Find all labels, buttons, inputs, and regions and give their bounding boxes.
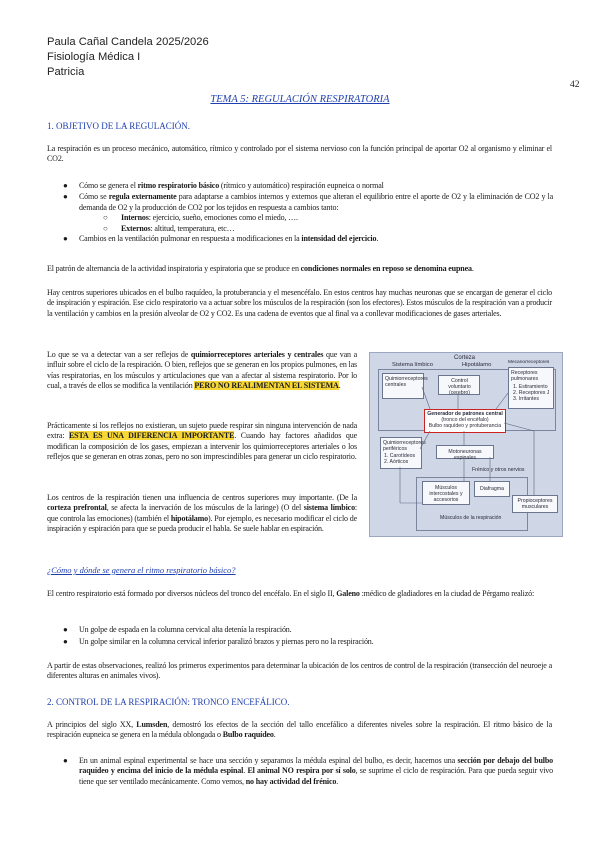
author-line: Paula Cañal Candela 2025/2026	[47, 36, 209, 48]
sublist-item: ○ Internos: ejercicio, sueño, emociones como el miedo, ….	[103, 213, 298, 223]
item-bold: regula externamente	[108, 192, 177, 202]
after-paragraph: A partir de estas observaciones, realizó los primeros experimentos para determinar la ubicación de los centros de control de la respiración (transección del neuroeje a diferentes alturas en animales vivos).	[47, 661, 552, 681]
neurons-paragraph: Hay centros superiores ubicados en el bulbo raquídeo, la protuberancia y el mesencéfalo. En estos centros hay muchas neuronas que se encargan de generar el ciclo de inspiración y espiración. Ese ciclo respiratorio va a actuar sobre los músculos de la respiración (son los efectores). Estos músculos de la respiración van a producir la ventilación y cambios en la presión alveolar de O2 y CO2. Es una cadena de eventos que al final va a conllevar modificaciones de gases arteriales.	[47, 288, 552, 318]
detect-paragraph: Lo que se va a detectar van a ser reflejos de quimiorreceptores arteriales y centrales que van a influir sobre el ciclo de la respiración. O bien, reflejos que se generan en los propios pulmones, en las vías respiratorias, en los músculos y articulaciones que van a afectar al sistema respiratorio. Por lo cual, a través de ellos se modifica la ventilación PERO NO REALIMENTAN EL SISTEMA.	[47, 350, 357, 391]
page-number: 42	[570, 80, 580, 90]
item-text: (rítmico y automático) respiración eupneica o normal	[219, 181, 384, 190]
item-text: Cambios en la ventilación pulmonar en respuesta a modificaciones en la	[79, 234, 302, 244]
label-mecano: Mecanorreceptores	[508, 360, 550, 365]
diagram-arrows	[370, 353, 562, 536]
box-control-voluntario: Control voluntario (cerebro)	[438, 375, 480, 395]
item-bold: ritmo respiratorio básico	[137, 181, 220, 190]
arrow	[420, 431, 430, 449]
box-intercostales: Músculos intercostales y accesorios	[422, 481, 470, 505]
label-corteza: Corteza	[454, 355, 476, 361]
label-frenico: Frénico y otros nervios	[472, 467, 525, 473]
box-quimio-perifericos: Quimiorreceptores periféricos 1. Carotídeos 2. Aórticos	[380, 437, 422, 469]
box-generador: Generador de patrones central (tronco del encéfalo) Bulbo raquídeo y protuberancia	[424, 409, 506, 433]
item-text: para adaptarse a cambios internos y externos que alteran el equilibrio entre el aporte de O2 y la eliminación de CO2 y la demanda de O2 y la producción de CO2 por los tejidos en respuesta a cambios tanto:	[79, 192, 553, 212]
page-title: TEMA 5: REGULACIÓN RESPIRATORIA	[210, 94, 390, 105]
experiment-list	[63, 756, 553, 787]
item-text: : altitud, temperatura, etc…	[150, 223, 235, 233]
lumsden-paragraph: A principios del siglo XX, Lumsden, demostró los efectos de la sección del tallo encefálico a diferentes niveles sobre la respiración. El ritmo básico de la respiración eupneica se genera en la médula oblongada o Bulbo raquídeo.	[47, 720, 552, 740]
student-name: Patricia	[47, 66, 85, 78]
list-item: ● Cambios en la ventilación pulmonar en respuesta a modificaciones en la intensidad del ejercicio.	[63, 234, 379, 244]
intro-paragraph: La respiración es un proceso mecánico, automático, rítmico y controlado por el sistema nervioso con la función principal de aportar O2 al organismo y eliminar el CO2.	[47, 144, 552, 164]
section2-heading: 2. CONTROL DE LA RESPIRACIÓN: TRONCO ENCEFÁLICO.	[47, 697, 290, 707]
list-item: ● Cómo se genera el ritmo respiratorio básico (rítmico y automático) respiración eupneica o normal	[63, 181, 384, 190]
label-hipotalamo: Hipotálamo	[462, 362, 492, 368]
eupnea-paragraph: El patrón de alternancia de la actividad inspiratoria y espiratoria que se produce en condiciones normales en reposo se denomina eupnea.	[47, 264, 474, 273]
box-quimio-centrales: Quimiorreceptores centrales	[382, 373, 424, 399]
label-musculos: Músculos de la respiración	[440, 515, 502, 521]
practice-paragraph: Prácticamente si los reflejos no existieran, un sujeto puede respirar sin ninguna intervención de nada extra: ESTA ES UNA DIFERENCIA IMPORTANTE. Cuando hay factores añadidos que modifican la composición de los gases, empiezan a intervenir los quimiorreceptores arteriales o los reflejos que se generan en otras zonas, pero no son imprescindibles para generar un ciclo respiratorio.	[47, 421, 357, 462]
item-bold: Externos	[121, 223, 151, 233]
label-limbico: Sistema límbico	[392, 362, 433, 368]
list-item: ● Un golpe similar en la columna cervical inferior paralizó brazos y piernas pero no la respiración.	[63, 637, 374, 647]
item-text: Cómo se genera el	[79, 181, 138, 190]
item-bold: Internos	[121, 213, 149, 223]
item-text: : ejercicio, sueño, emociones como el miedo, ….	[148, 213, 298, 223]
subject: Fisiología Médica I	[47, 51, 141, 63]
arrow	[504, 423, 534, 431]
arrow	[422, 387, 430, 409]
centers-paragraph: Los centros de la respiración tienen una influencia de centros superiores muy importante. (De la corteza prefrontal, se afecta la inervación de los músculos de la laringe) (O del sistema límbico: que controla las emociones) (también el hipotálamo). Por ejemplo, es necesario modificar el ciclo de inspiración y espiración para que se pueda producir el habla. Se suele hablar en espiración.	[47, 493, 357, 534]
arrow	[496, 393, 508, 409]
list-item: ● Cómo se regula externamente para adaptarse a cambios internos y externos que alteran el equilibrio entre el aporte de O2 y la eliminación de CO2 y la demanda de O2 y la producción de CO2 por los tejidos en respuesta a cambios tanto:	[63, 192, 553, 212]
item-text: Cómo se	[79, 192, 109, 202]
question-link[interactable]: ¿Cómo y dónde se genera el ritmo respiratorio básico?	[47, 565, 236, 575]
sublist-item: ○ Externos: altitud, temperatura, etc…	[103, 223, 235, 233]
list-item: ● Un golpe de espada en la columna cervical alta detenía la respiración.	[63, 625, 292, 634]
item-text: .	[376, 234, 379, 244]
box-propioceptores: Propioceptores musculares	[512, 495, 558, 513]
box-motoneuronas: Motoneuronas espinales	[436, 445, 494, 459]
item-bold: intensidad del ejercicio	[301, 234, 377, 244]
box-receptores: Receptores pulmonares 1. Estiramiento 2. Receptores J 3. Irritantes	[508, 367, 554, 409]
respiratory-control-diagram	[369, 352, 563, 537]
list-item: ● En un animal espinal experimental se hace una sección y separamos la médula espinal del bulbo, es decir, hacemos una sección por debajo del bulbo raquídeo y encima del inicio de la médula espinal. El animal NO respira por sí solo, se suprime el ciclo de respiración. Para que pueda seguir vivo tiene que ser ventilado mecánicamente. Como vemos, no hay actividad del frénico.	[63, 756, 554, 786]
section1-heading: 1. OBJETIVO DE LA REGULACIÓN.	[47, 121, 190, 131]
box-diafragma: Diafragma	[474, 481, 510, 497]
objectives-list	[63, 181, 553, 244]
galeno-paragraph: El centro respiratorio está formado por diversos núcleos del tronco del encéfalo. En el siglo II, Galeno :médico de gladiadores en la ciudad de Pérgamo realizó:	[47, 589, 535, 598]
galeno-list	[63, 625, 553, 648]
